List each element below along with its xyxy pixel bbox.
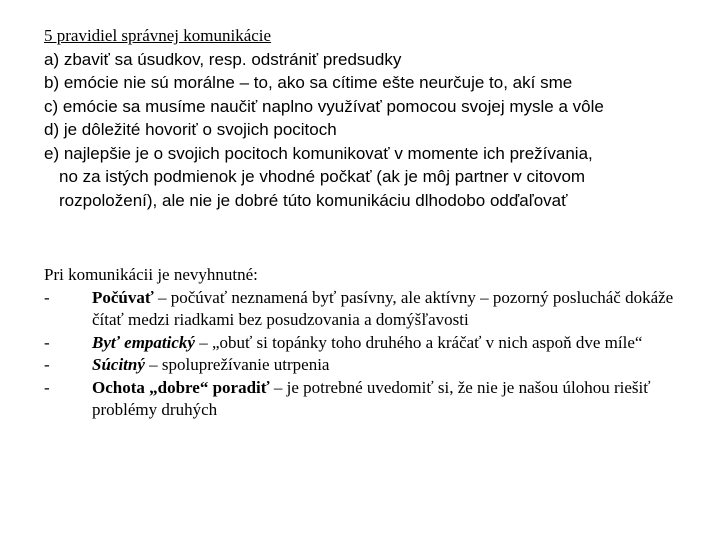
bullet-dash: -: [44, 355, 50, 374]
rules-section: [44, 24, 704, 212]
bullet-term: Ochota „dobre“ poradiť: [92, 377, 270, 397]
bullet-item-advice: [44, 377, 704, 422]
rule-item-e-continuation-2: rozpoložení), ale nie je dobré túto komunikáciu dlhodobo odďaľovať: [59, 190, 568, 210]
rule-item-a: a) zbaviť sa úsudkov, resp. odstrániť predsudky: [44, 49, 402, 69]
rule-item-e: e) najlepšie je o svojich pocitoch komunikovať v momente ich prežívania,: [44, 143, 593, 163]
bullet-dash: -: [44, 287, 50, 307]
bullet-item-listen: [44, 287, 704, 332]
rule-item-d: d) je dôležité hovoriť o svojich pocitoch: [44, 120, 337, 139]
bullet-item-empathy: [44, 332, 704, 355]
communication-section: [44, 263, 704, 422]
rule-item-b: b) emócie nie sú morálne – to, ako sa cítime ešte neurčuje to, akí sme: [44, 73, 573, 92]
rule-item-c: c) emócie sa musíme naučiť naplno využívať pomocou svojej mysle a vôle: [44, 96, 604, 116]
bullet-dash: -: [44, 332, 50, 352]
bullet-term: Počúvať: [92, 287, 154, 307]
bullet-term: Byť empatický: [92, 332, 195, 352]
bullet-description: – je potrebné uvedomiť si, že nie je našou úlohou riešiť problémy druhých: [92, 377, 651, 419]
rule-item-e-continuation-1: no za istých podmienok je vhodné počkať (ak je môj partner v citovom: [59, 167, 586, 186]
bullet-description: – „obuť si topánky toho druhého a kráčať v nich aspoň dve míle“: [194, 332, 643, 352]
bullet-dash: -: [44, 377, 50, 397]
bullet-description: – počúvať neznamená byť pasívny, ale aktívny – pozorný poslucháč dokáže čítať medzi riadkami bez posudzovania a domýšľavosti: [92, 287, 674, 329]
bullet-description: – spoluprežívanie utrpenia: [144, 355, 330, 374]
bullet-item-compassion: [44, 354, 704, 377]
communication-intro: Pri komunikácii je nevyhnutné:: [44, 265, 258, 284]
bullet-term: Súcitný: [92, 355, 145, 374]
rules-title: 5 pravidiel správnej komunikácie: [44, 26, 272, 45]
